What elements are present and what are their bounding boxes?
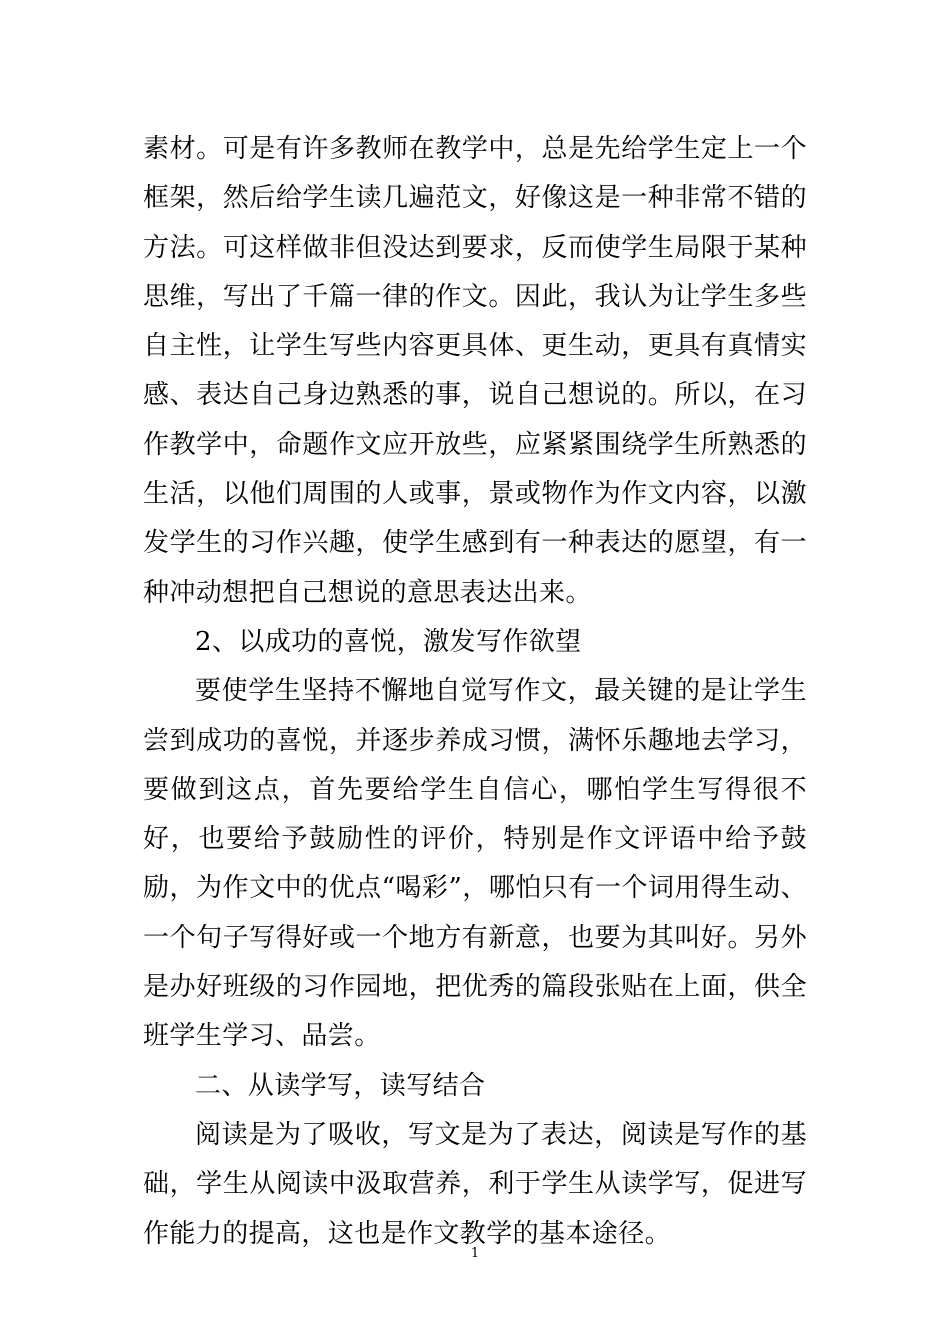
paragraph-read-write: 阅读是为了吸收，写文是为了表达，阅读是写作的基础，学生从阅读中汲取营养，利于学生从读学写，促进写作能力的提高，这也是作文教学的基本途径。: [143, 1119, 807, 1249]
paragraph-continuation: 素材。可是有许多教师在教学中，总是先给学生定上一个框架，然后给学生读几遍范文，好像这是一种非常不错的方法。可这样做非但没达到要求，反而使学生局限于某种思维，写出了千篇一律的作文。因此，我认为让学生多些自主性，让学生写些内容更具体、更生动，更具有真情实感、表达自己身边熟悉的事，说自己想说的。所以，在习作教学中，命题作文应开放些，应紧紧围绕学生所熟悉的生活，以他们周围的人或事，景或物作为作文内容，以激发学生的习作兴趣，使学生感到有一种表达的愿望，有一种冲动想把自己想说的意思表达出来。: [143, 134, 807, 608]
page-number: 1: [470, 1246, 480, 1261]
paragraph-success-joy: 要使学生坚持不懈地自觉写作文，最关键的是让学生尝到成功的喜悦，并逐步养成习惯，满怀乐趣地去学习，要做到这点，首先要给学生自信心，哪怕学生写得很不好，也要给予鼓励性的评价，特别是作文评语中给予鼓励，为作文中的优点“喝彩”，哪怕只有一个词用得生动、一个句子写得好或一个地方有新意，也要为其叫好。另外是办好班级的习作园地，把优秀的篇段张贴在上面，供全班学生学习、品尝。: [143, 676, 807, 1052]
body-text: [143, 125, 807, 1259]
subheading-success-joy: 2、以成功的喜悦，激发写作欲望: [195, 626, 582, 657]
section-heading-read-write: 二、从读学写，读写结合: [195, 1070, 486, 1101]
